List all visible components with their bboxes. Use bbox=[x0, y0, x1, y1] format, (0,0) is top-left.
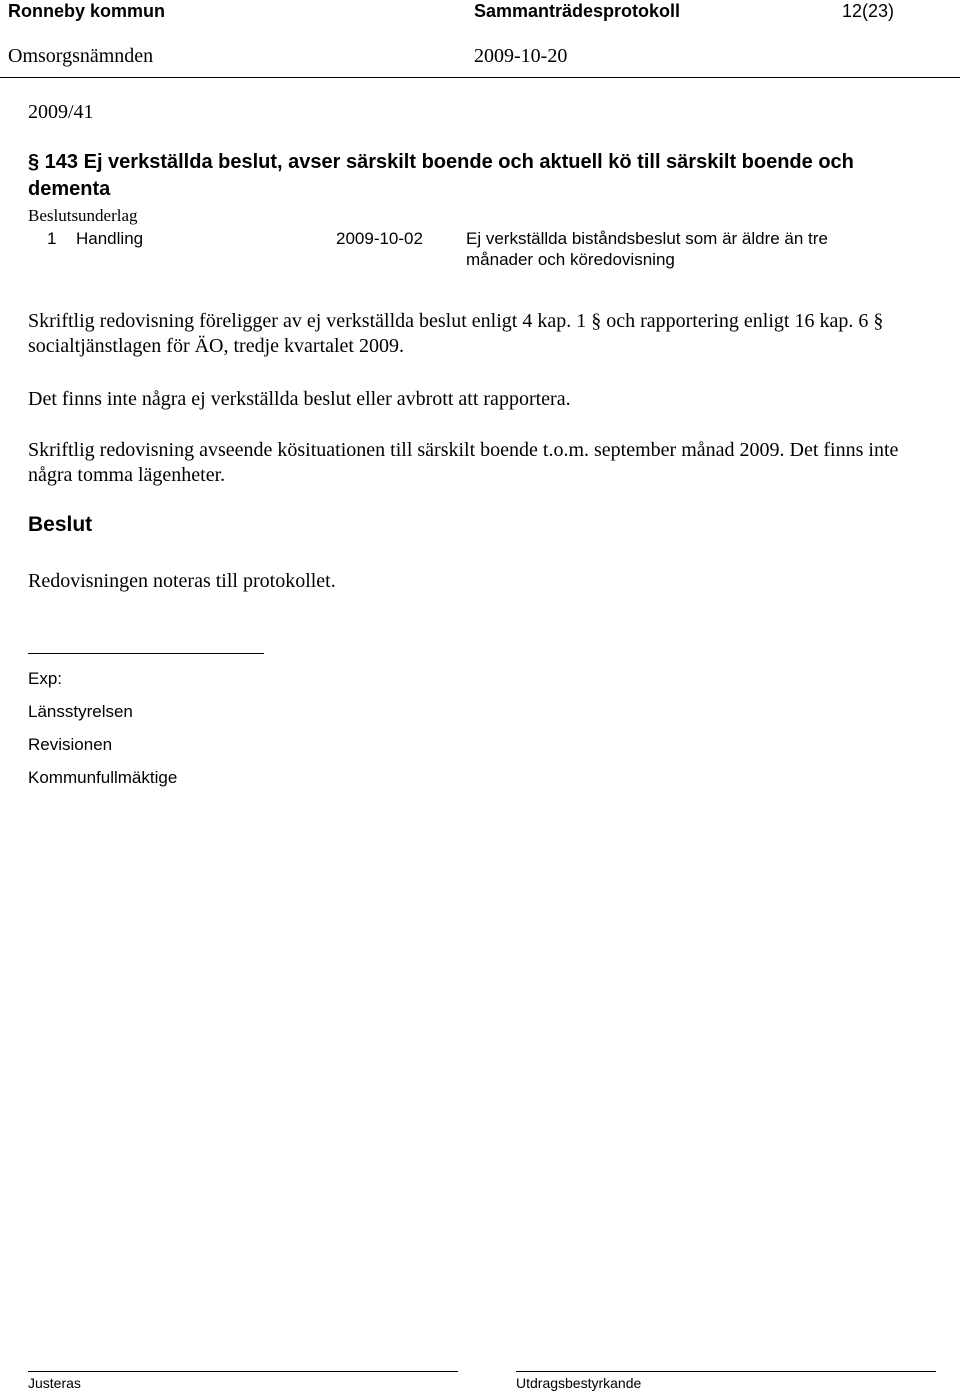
underlag-item-date: 2009-10-02 bbox=[336, 229, 423, 248]
expedition-recipient: Länsstyrelsen bbox=[28, 702, 133, 721]
underlag-item-number: 1 bbox=[47, 229, 57, 248]
body-paragraph: Skriftlig redovisning avseende kösituationen till särskilt boende t.o.m. september månad 2009. Det finns inte några tomma lägenheter. bbox=[28, 439, 899, 486]
justeras-label: Justeras bbox=[28, 1375, 81, 1391]
board-name: Omsorgsnämnden bbox=[8, 45, 154, 67]
expedition-recipient: Revisionen bbox=[28, 735, 113, 754]
decision-text: Redovisningen noteras till protokollet. bbox=[28, 570, 336, 592]
underlag-item-type: Handling bbox=[76, 229, 144, 248]
underlag-label: Beslutsunderlag bbox=[28, 206, 138, 225]
document-type: Sammanträdesprotokoll bbox=[474, 1, 681, 21]
expedition-recipient: Kommunfullmäktige bbox=[28, 768, 178, 787]
signature-line bbox=[28, 653, 264, 654]
header-divider bbox=[0, 77, 960, 78]
underlag-item-description: Ej verkställda biståndsbeslut som är äldre än tre månader och köredovisning bbox=[466, 229, 828, 269]
utdragsbestyrkande-label: Utdragsbestyrkande bbox=[516, 1375, 642, 1391]
decision-heading: Beslut bbox=[28, 513, 93, 536]
body-paragraph: Skriftlig redovisning föreligger av ej verkställda beslut enligt 4 kap. 1 § och rapportering enligt 16 kap. 6 § socialtjänstlagen för ÄO, tredje kvartalet 2009. bbox=[28, 310, 884, 357]
case-number: 2009/41 bbox=[28, 101, 94, 123]
meeting-date: 2009-10-20 bbox=[474, 45, 568, 67]
utdragsbestyrkande-line bbox=[516, 1371, 936, 1372]
body-paragraph: Det finns inte några ej verkställda beslut eller avbrott att rapportera. bbox=[28, 388, 571, 410]
page-number: 12(23) bbox=[842, 1, 895, 21]
justeras-line bbox=[28, 1371, 458, 1372]
organisation-name: Ronneby kommun bbox=[8, 1, 166, 21]
section-title: § 143 Ej verkställda beslut, avser särskilt boende och aktuell kö till särskilt boende och dementa bbox=[28, 151, 854, 200]
expedition-label: Exp: bbox=[28, 669, 63, 688]
